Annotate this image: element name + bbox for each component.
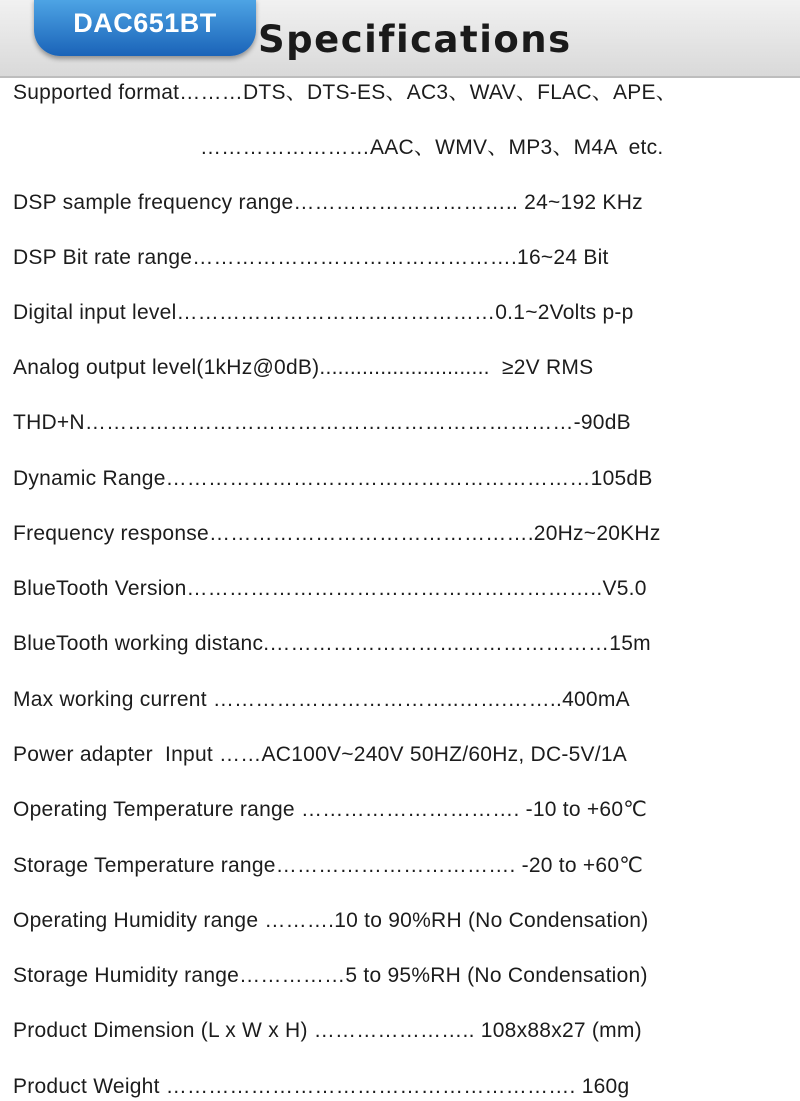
spec-row-dsp-bit-rate: DSP Bit rate range……………………………………….16~24 Bit xyxy=(13,246,609,269)
spec-row-dsp-sample-frequency: DSP sample frequency range………………………….. 24~192 KHz xyxy=(13,191,643,214)
spec-row-storage-temperature: Storage Temperature range……………………………. -20 to +60℃ xyxy=(13,854,644,877)
spec-row-operating-humidity: Operating Humidity range ……….10 to 90%RH (No Condensation) xyxy=(13,909,649,932)
spec-row-supported-format: Supported format………DTS、DTS-ES、AC3、WAV、FLAC、APE、 xyxy=(13,81,678,104)
spec-row-power-adapter: Power adapter Input ……AC100V~240V 50HZ/60Hz, DC-5V/1A xyxy=(13,743,628,766)
model-name: DAC651BT xyxy=(73,8,217,38)
spec-row-operating-temperature: Operating Temperature range …………………………. -10 to +60℃ xyxy=(13,798,648,821)
spec-row-product-dimension: Product Dimension (L x W x H) ………………….. 108x88x27 (mm) xyxy=(13,1019,642,1042)
page-title: Specifications xyxy=(258,18,572,61)
header-divider xyxy=(0,76,800,78)
spec-row-dynamic-range: Dynamic Range……………………………………………………105dB xyxy=(13,467,653,490)
spec-row-digital-input-level: Digital input level………………………………………0.1~2Volts p-p xyxy=(13,301,634,324)
spec-row-bluetooth-version: BlueTooth Version…………………………………………………..V5.0 xyxy=(13,577,647,600)
spec-row-thd-n: THD+N……………………………………………………………-90dB xyxy=(13,411,631,434)
spec-row-analog-output-level: Analog output level(1kHz@0dB)............................ ≥2V RMS xyxy=(13,356,594,379)
spec-row-max-working-current: Max working current ……………………………..…….……..400mA xyxy=(13,688,630,711)
spec-row-bluetooth-distance: BlueTooth working distanc.…………………………………………15m xyxy=(13,632,651,655)
spec-row-frequency-response: Frequency response……………………………………….20Hz~20KHz xyxy=(13,522,661,545)
model-badge xyxy=(34,0,256,56)
spec-row-storage-humidity: Storage Humidity range……………5 to 95%RH (No Condensation) xyxy=(13,964,648,987)
spec-row-product-weight: Product Weight …………………………………………………. 160g xyxy=(13,1075,630,1098)
spec-row-supported-format-cont: ……………………AAC、WMV、MP3、M4A etc. xyxy=(200,136,664,159)
